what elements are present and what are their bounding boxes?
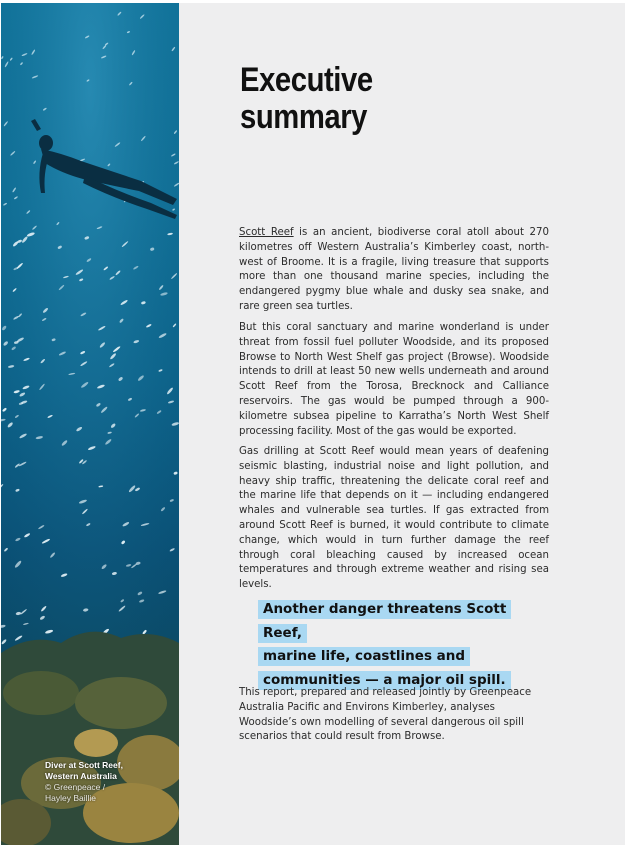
photo-caption bbox=[45, 760, 175, 804]
callout-line-2: marine life, coastlines and bbox=[258, 647, 470, 666]
coral-reef bbox=[1, 632, 179, 845]
caption-title-line-2: Western Australia bbox=[45, 771, 117, 781]
caption-credit bbox=[45, 782, 175, 804]
paragraph-4: This report, prepared and released jointly by Greenpeace Australia Pacific and Environs Kimberley, analyses Woodside’s own modelling of several dangerous oil spill scenarios that could result from Browse. bbox=[239, 687, 532, 743]
caption-title bbox=[45, 760, 175, 782]
callout-line-1: Another danger threatens Scott Reef, bbox=[258, 600, 511, 643]
page-title: Executive summary bbox=[240, 61, 373, 136]
caption-title-line-1: Diver at Scott Reef, bbox=[45, 760, 123, 770]
caption-credit-line-1: © Greenpeace / bbox=[45, 782, 106, 792]
cover-photo bbox=[1, 3, 179, 845]
paragraph-1 bbox=[239, 226, 549, 315]
ocean-illustration bbox=[1, 3, 179, 845]
callout-line-3: communities — a major oil spill. bbox=[258, 671, 511, 690]
paragraph-2: But this coral sanctuary and marine wonderland is under threat from fossil fuel polluter Woodside, and its proposed Browse to North West Shelf gas project (Browse). Woodside intends to drill at least 50 new wells underneath and around Scott Reef from the Torosa, Brecknock and Calliance reservoirs. The gas would be pumped through a 900-kilometre subsea pipeline to Karratha’s North West Shelf processing facility. Most of the gas would be exported. bbox=[239, 322, 549, 437]
caption-credit-line-2: Hayley Baillie bbox=[45, 793, 97, 803]
scott-reef-link[interactable]: Scott Reef bbox=[239, 227, 294, 238]
paragraph-1-text: is an ancient, biodiverse coral atoll about 270 kilometres off Western Australia’s Kimberley coast, north-west of Broome. It is a fragile, living treasure that supports more than one thousand marine species, including the endangered pygmy blue whale and dusky sea snake, and rare green sea turtles. bbox=[239, 227, 549, 312]
paragraph-3: Gas drilling at Scott Reef would mean years of deafening seismic blasting, industrial noise and light pollution, and heavy ship traffic, threatening the delicate coral reef and the marine life that depends on it — including endangered whales and vulnerable sea turtles. If gas extracted from around Scott Reef is burned, it would contribute to climate change, which would in turn further damage the reef through coral bleaching caused by increased ocean temperatures and through extreme weather and rising sea levels. bbox=[239, 446, 549, 591]
callout-quote bbox=[258, 598, 548, 692]
